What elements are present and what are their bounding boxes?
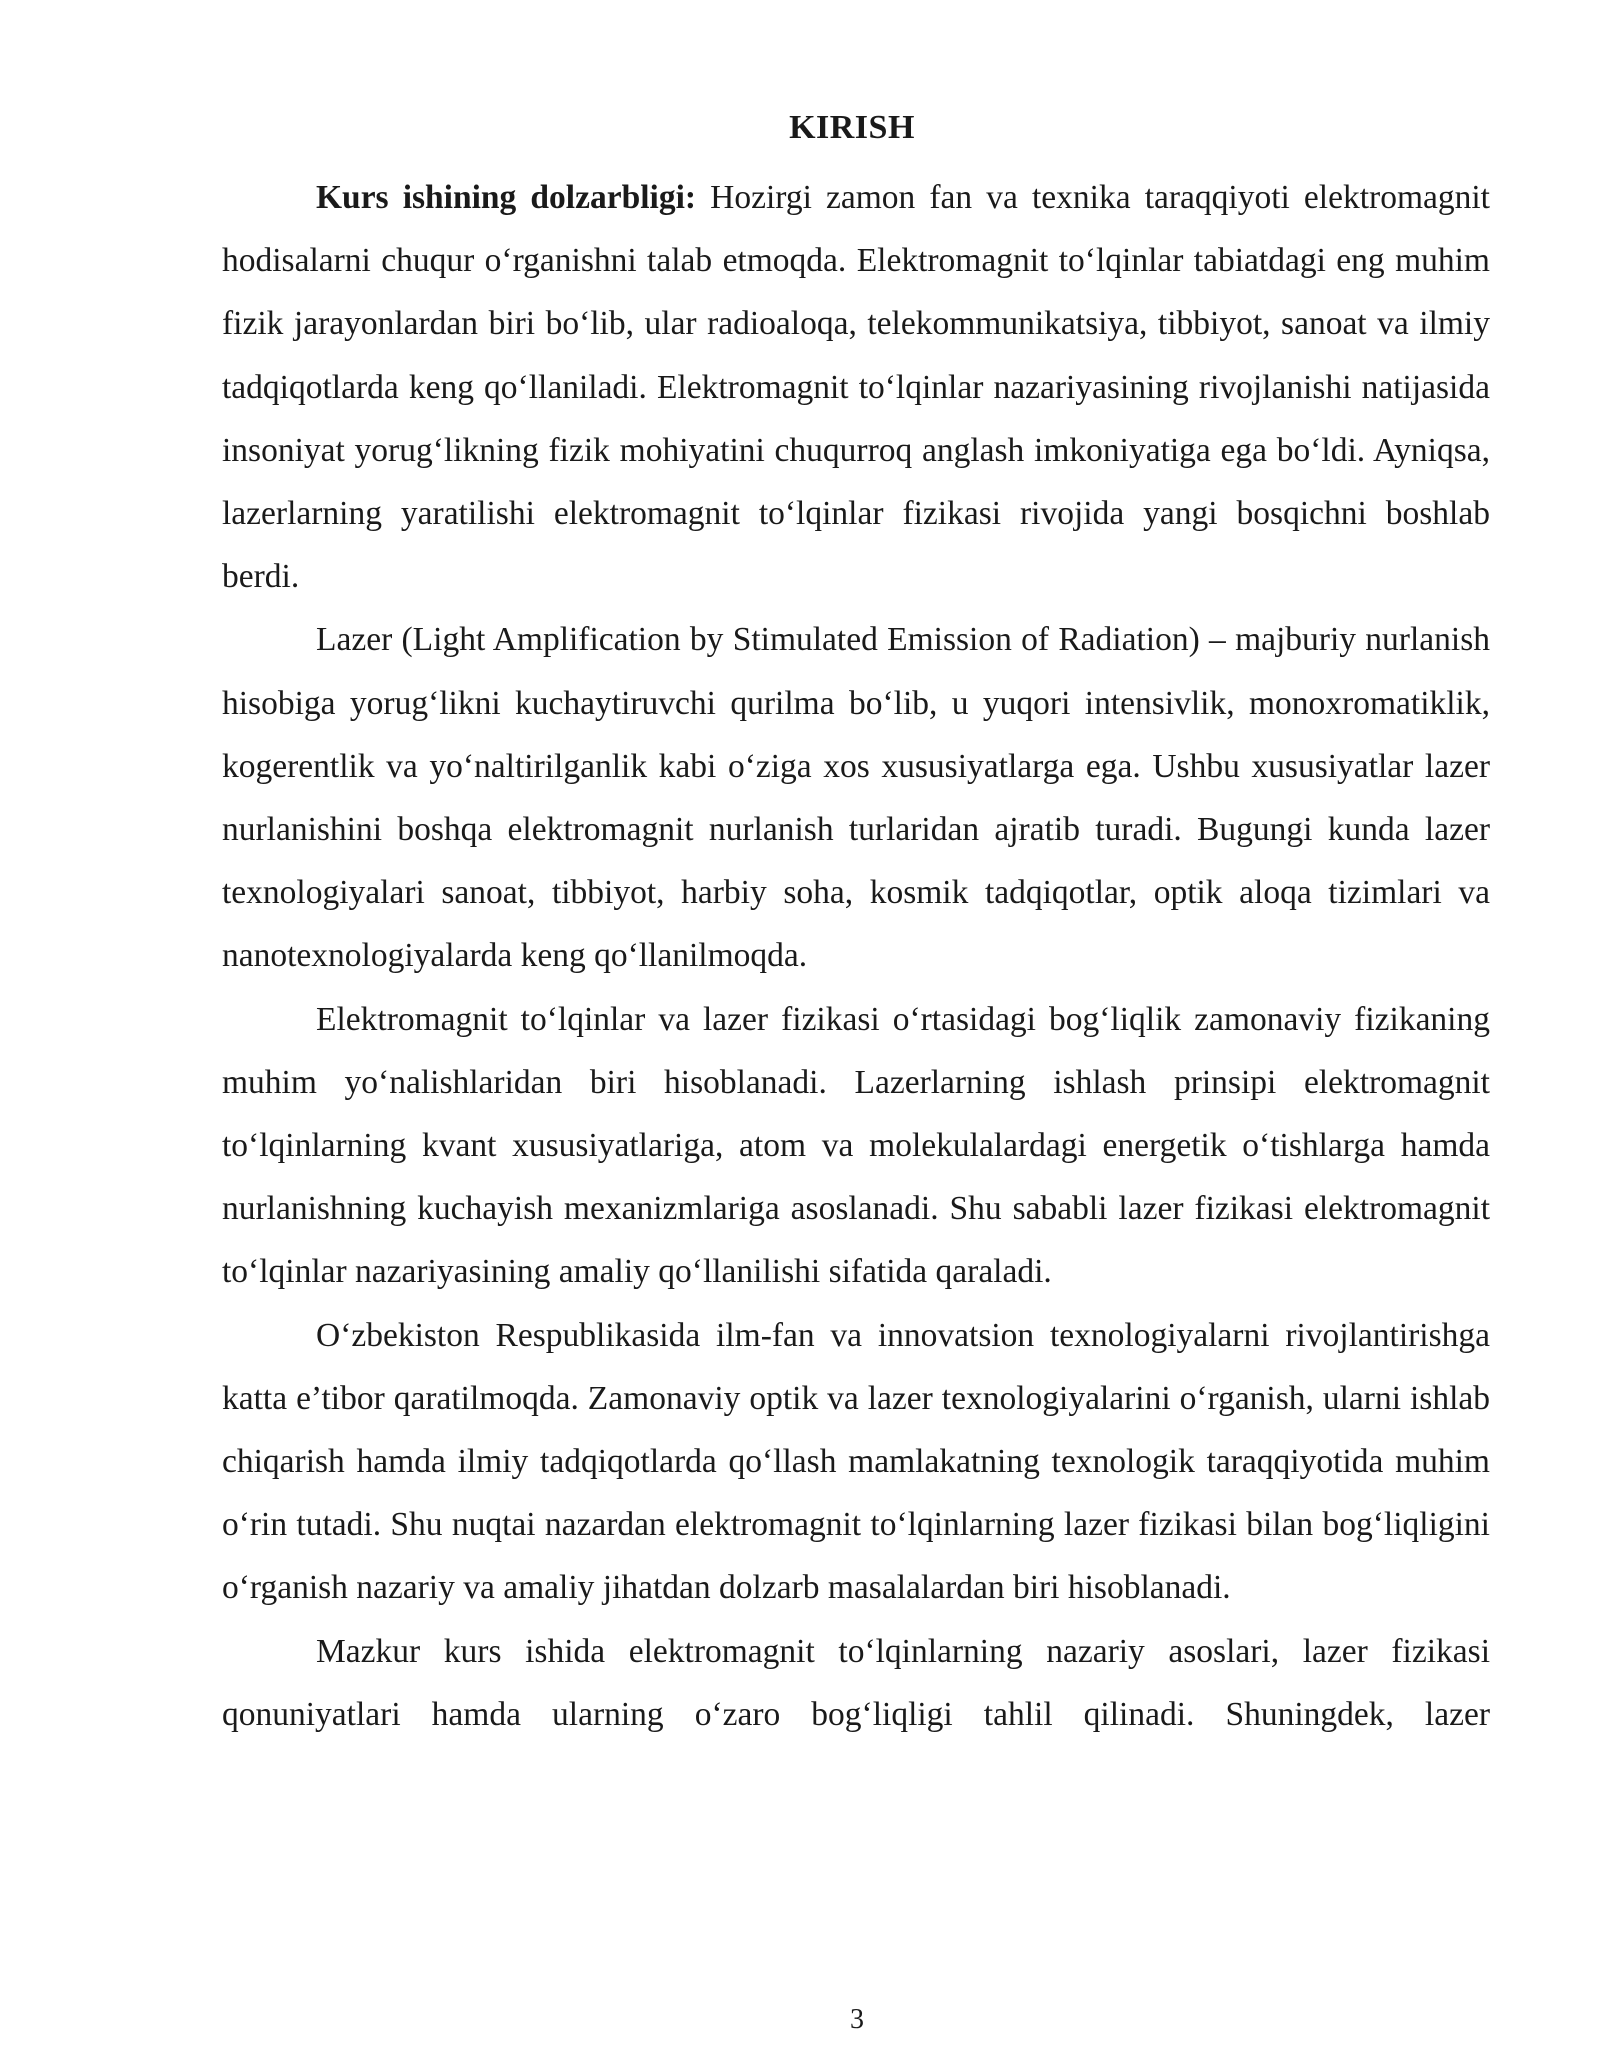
paragraph-relevance <box>222 166 1490 608</box>
paragraph-relationship <box>222 988 1490 1304</box>
paragraph-text: Hozirgi zamon fan va texnika taraqqiyoti elektromagnit hodisalarni chuqur o‘rganishni talab etmoqda. Elektromagnit to‘lqinlar tabiatdagi eng muhim fizik jarayonlardan biri bo‘lib, ular radioaloqa, telekommunikatsiya, tibbiyot, sanoat va ilmiy tadqiqotlarda keng qo‘llaniladi. Elektromagnit to‘lqinlar nazariyasining rivojlanishi natijasida insoniyat yorug‘likning fizik mohiyatini chuqurroq anglash imkoniyatiga ega bo‘ldi. Ayniqsa, lazerlarning yaratilishi elektromagnit to‘lqinlar fizikasi rivojida yangi bosqichni boshlab berdi. <box>222 179 1490 596</box>
paragraph-text: O‘zbekiston Respublikasida ilm-fan va innovatsion texnologiyalarni rivojlantirishga katta e’tibor qaratilmoqda. Zamonaviy optik va lazer texnologiyalarini o‘rganish, ularni ishlab chiqarish hamda ilmiy tadqiqotlarda qo‘llash mamlakatning texnologik taraqqiyotida muhim o‘rin tutadi. Shu nuqtai nazardan elektromagnit to‘lqinlarning lazer fizikasi bilan bog‘liqligini o‘rganish nazariy va amaliy jihatdan dolzarb masalalardan biri hisoblanadi. <box>222 1316 1490 1607</box>
paragraph-uzbekistan <box>222 1304 1490 1620</box>
paragraph-text: Mazkur kurs ishida elektromagnit to‘lqinlarning nazariy asoslari, lazer fizikasi qonuniyatlari hamda ularning o‘zaro bog‘liqligi tahlil qilinadi. Shuningdek, lazer <box>222 1632 1490 1733</box>
paragraph-laser-definition <box>222 608 1490 987</box>
page-number: 3 <box>850 2004 864 2035</box>
body-text <box>222 166 1490 1746</box>
paragraph-lead: Kurs ishining dolzarbligi: <box>316 179 697 216</box>
page-title: KIRISH <box>789 109 915 146</box>
paragraph-course-scope <box>222 1620 1490 1746</box>
paragraph-text: Elektromagnit to‘lqinlar va lazer fizikasi o‘rtasidagi bog‘liqlik zamonaviy fizikaning muhim yo‘nalishlaridan biri hisoblanadi. Lazerlarning ishlash prinsipi elektromagnit to‘lqinlarning kvant xususiyatlariga, atom va molekulalardagi energetik o‘tishlarga hamda nurlanishning kuchayish mexanizmlariga asoslanadi. Shu sababli lazer fizikasi elektromagnit to‘lqinlar nazariyasining amaliy qo‘llanilishi sifatida qaraladi. <box>222 1000 1490 1291</box>
paragraph-text: Lazer (Light Amplification by Stimulated Emission of Radiation) – majburiy nurlanish hisobiga yorug‘likni kuchaytiruvchi qurilma bo‘lib, u yuqori intensivlik, monoxromatiklik, kogerentlik va yo‘naltirilganlik kabi o‘ziga xos xususiyatlarga ega. Ushbu xususiyatlar lazer nurlanishini boshqa elektromagnit nurlanish turlaridan ajratib turadi. Bugungi kunda lazer texnologiyalari sanoat, tibbiyot, harbiy soha, kosmik tadqiqotlar, optik aloqa tizimlari va nanotexnologiyalarda keng qo‘llanilmoqda. <box>222 621 1490 975</box>
